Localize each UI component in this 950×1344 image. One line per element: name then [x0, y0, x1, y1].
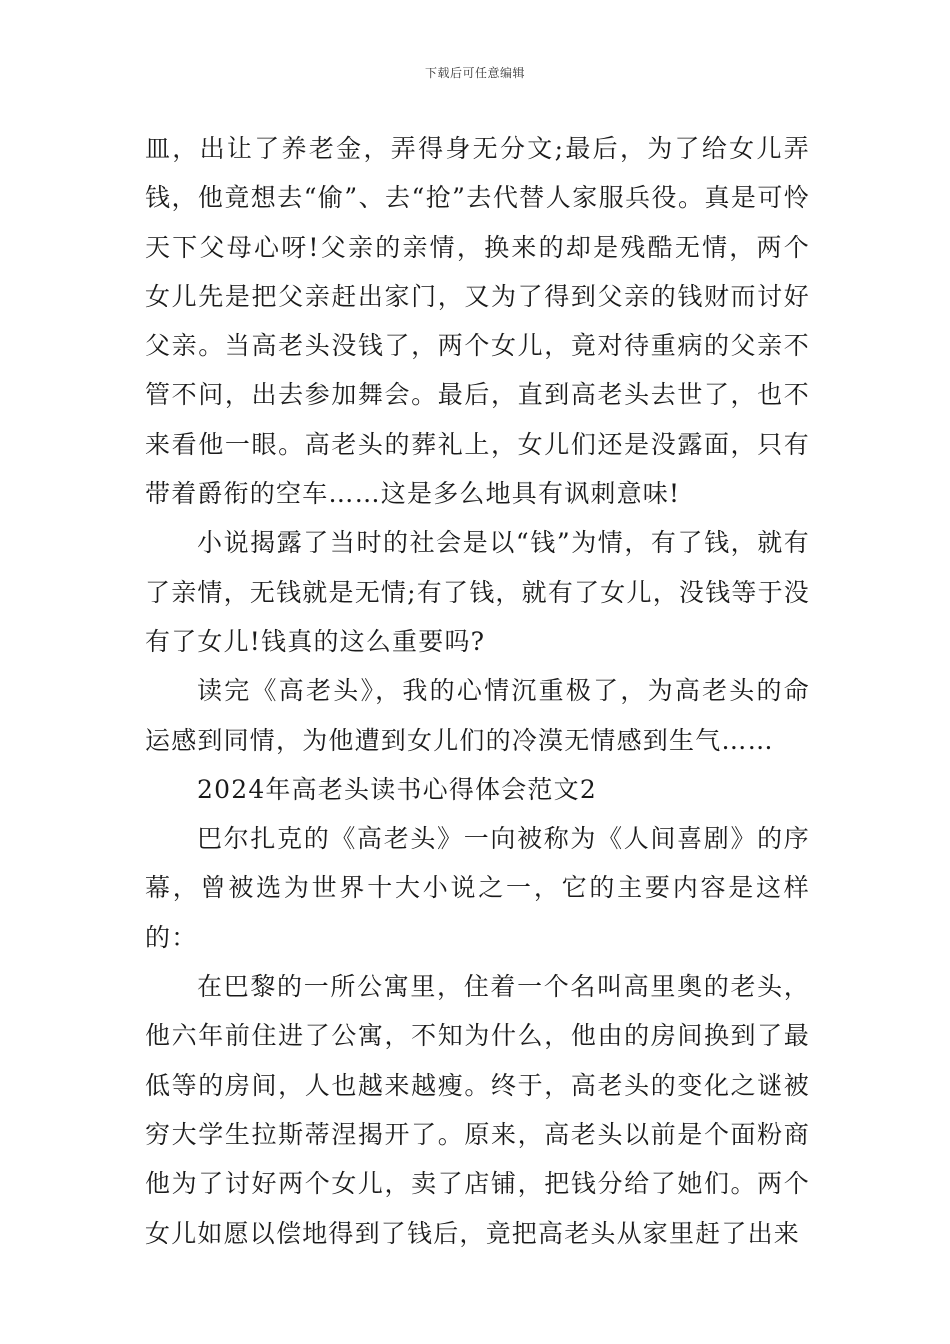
paragraph-4: 巴尔扎克的《高老头》一向被称为《人间喜剧》的序幕，曾被选为世界十大小说之一，它的主要内容是这样的：: [145, 824, 810, 952]
paragraph-1: 皿，出让了养老金，弄得身无分文;最后，为了给女儿弄钱，他竟想去“偷”、去“抢”去代替人家服兵役。真是可怜天下父母心呀!父亲的亲情，换来的却是残酷无情，两个女儿先是把父亲赶出家门，又为了得到父亲的钱财而讨好父亲。当高老头没钱了，两个女儿，竟对待重病的父亲不管不问，出去参加舞会。最后，直到高老头去世了，也不来看他一眼。高老头的葬礼上，女儿们还是没露面，只有带着爵衔的空车……这是多么地具有讽刺意味!: [145, 134, 810, 509]
section-title: 2024年高老头读书心得体会范文2: [197, 774, 597, 804]
paragraph-5: 在巴黎的一所公寓里，住着一个名叫高里奥的老头，他六年前住进了公寓，不知为什么，他由的房间换到了最低等的房间，人也越来越瘦。终于，高老头的变化之谜被穷大学生拉斯蒂涅揭开了。原来，高老头以前是个面粉商他为了讨好两个女儿，卖了店铺，把钱分给了她们。两个女儿如愿以偿地得到了钱后，竟把高老头从家里赶了出来: [145, 972, 810, 1248]
paragraph-3: 读完《高老头》，我的心情沉重极了，为高老头的命运感到同情，为他遭到女儿们的冷漠无情感到生气……: [145, 676, 810, 755]
page-header: 下载后可任意编辑: [424, 66, 525, 80]
paragraph-2: 小说揭露了当时的社会是以“钱”为情，有了钱，就有了亲情，无钱就是无情;有了钱，就有了女儿，没钱等于没有了女儿!钱真的这么重要吗?: [145, 528, 810, 656]
document-body: [145, 124, 810, 1258]
